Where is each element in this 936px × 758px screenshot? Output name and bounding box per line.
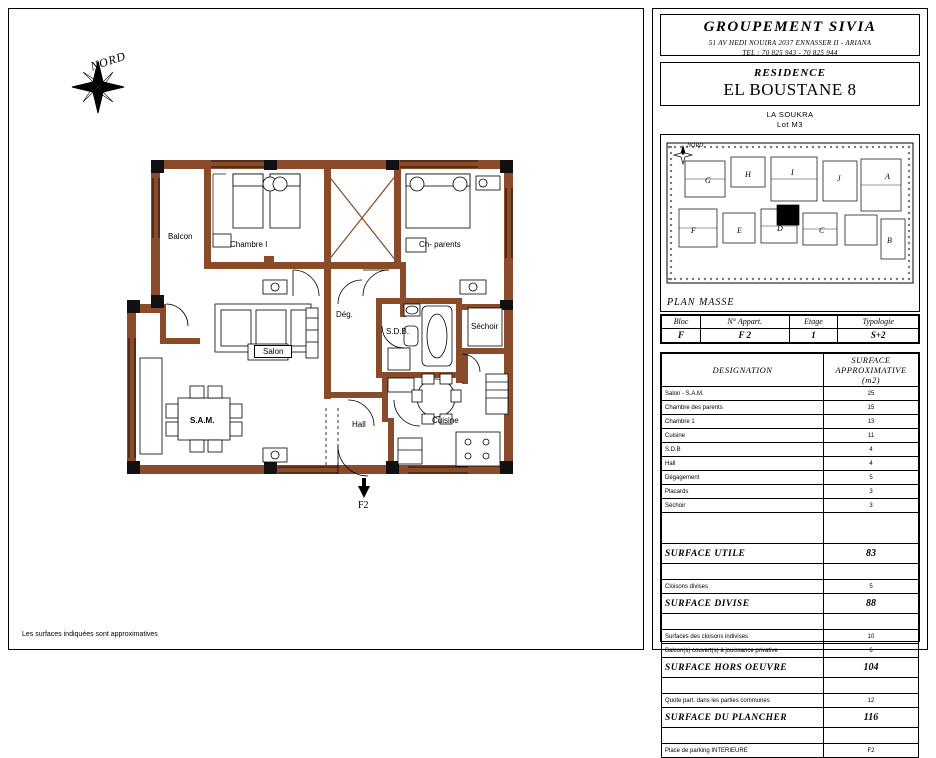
bloc-value-bloc: F	[662, 328, 701, 342]
plan-masse-label: PLAN MASSE	[667, 297, 735, 308]
designation-total-row	[662, 544, 919, 564]
designation-spacer	[662, 728, 919, 744]
entrance-arrow-icon	[356, 478, 372, 498]
bloc-header-bloc: Bloc	[662, 316, 701, 329]
designation-row-label: Chambre 1	[662, 415, 824, 429]
designation-header-label: DESIGNATION	[662, 354, 824, 387]
designation-row	[662, 471, 919, 485]
svg-text:H: H	[745, 170, 751, 179]
designation-row	[662, 443, 919, 457]
location-block	[660, 110, 920, 134]
svg-text:I: I	[791, 168, 794, 177]
floor-plan	[8, 8, 644, 650]
plan-masse-block	[660, 134, 920, 312]
residence-name: EL BOUSTANE 8	[723, 80, 857, 99]
room-label-sdb: S.D.B.	[386, 327, 410, 336]
designation-total-row	[662, 694, 919, 708]
bloc-value-typologie: S+2	[838, 328, 919, 342]
designation-row-label: Hall	[662, 457, 824, 471]
residence-label: RESIDENCE	[754, 67, 826, 79]
designation-row	[662, 485, 919, 499]
designation-row	[662, 429, 919, 443]
bloc-table	[660, 314, 920, 344]
designation-total-label: Cloisons divises	[662, 580, 824, 594]
designation-table	[660, 352, 920, 754]
svg-text:C: C	[819, 226, 825, 235]
svg-text:J: J	[837, 174, 841, 183]
svg-text:G: G	[705, 176, 711, 185]
bloc-table-value-row	[662, 328, 919, 342]
bloc-header-typologie: Typologie	[838, 316, 919, 329]
designation-total-row	[662, 708, 919, 728]
plan-masse-north-label: NORD	[687, 143, 704, 149]
company-address: 51 AV HEDI NOUIRA 2037 ENNASSER II - ARIANA	[708, 39, 872, 47]
designation-total-row	[662, 658, 919, 678]
plan-drawing	[8, 8, 644, 650]
designation-total-label: Balcon(s) couvert(s) à jouissance privative	[662, 644, 824, 658]
designation-header-surface: SURFACE APPROXIMATIVE (m2)	[824, 354, 919, 387]
designation-row	[662, 499, 919, 513]
designation-row-label: S.D.B	[662, 443, 824, 457]
designation-row-value: 13	[824, 415, 919, 429]
designation-total-label: Place de parking INTERIEURE	[662, 744, 824, 758]
designation-row-label: Dégagement	[662, 471, 824, 485]
designation-total-value: 6	[824, 644, 919, 658]
designation-spacer	[662, 528, 919, 544]
designation-row	[662, 387, 919, 401]
bloc-header-appart: N° Appart.	[700, 316, 789, 329]
svg-text:D: D	[777, 224, 783, 233]
residence-block	[660, 62, 920, 106]
company-telephone: TEL : 70 825 943 - 70 825 944	[742, 49, 838, 57]
room-label-ch-parents: Ch- parents	[419, 240, 461, 249]
designation-total-value: 10	[824, 630, 919, 644]
designation-row-label: Chambre des parents	[662, 401, 824, 415]
designation-total-label: SURFACE DIVISE	[662, 594, 824, 614]
designation-total-row	[662, 630, 919, 644]
designation-total-label: SURFACE HORS OEUVRE	[662, 658, 824, 678]
location-lot: Lot M3	[777, 120, 803, 129]
room-label-balcon: Balcon	[168, 232, 193, 241]
designation-row-value: 11	[824, 429, 919, 443]
designation-total-row	[662, 594, 919, 614]
company-block	[660, 14, 920, 56]
company-name: GROUPEMENT SIVIA	[703, 19, 877, 35]
designation-row-value: 15	[824, 401, 919, 415]
designation-total-label: SURFACE UTILE	[662, 544, 824, 564]
room-label-hall: Hall	[352, 420, 366, 429]
svg-text:B: B	[887, 236, 892, 245]
designation-total-row	[662, 580, 919, 594]
bloc-header-etage: Etage	[789, 316, 838, 329]
svg-text:E: E	[737, 226, 742, 235]
designation-row-label: Salon - S.A.M.	[662, 387, 824, 401]
designation-total-label: Surfaces des cloisons indivises	[662, 630, 824, 644]
room-label-sechoir: Séchoir	[471, 322, 499, 331]
designation-total-value: F2	[824, 744, 919, 758]
designation-total-label: SURFACE DU PLANCHER	[662, 708, 824, 728]
bloc-table-header-row	[662, 316, 919, 329]
designation-row	[662, 401, 919, 415]
bloc-value-appart: F 2	[700, 328, 789, 342]
designation-total-row	[662, 644, 919, 658]
designation-row-value: 25	[824, 387, 919, 401]
bloc-value-etage: 1	[789, 328, 838, 342]
designation-row-value: 4	[824, 457, 919, 471]
svg-text:A: A	[885, 172, 890, 181]
designation-spacer	[662, 678, 919, 694]
designation-total-label: Quote part. dans les parties communes	[662, 694, 824, 708]
room-label-chambre-1: Chambre I	[230, 240, 268, 249]
designation-total-value: 104	[824, 658, 919, 678]
north-label: NORD	[88, 48, 128, 74]
designation-spacer	[662, 564, 919, 580]
designation-row-value: 4	[824, 443, 919, 457]
designation-row	[662, 457, 919, 471]
room-label-degagement: Dég.	[336, 310, 353, 319]
location-city: LA SOUKRA	[766, 110, 814, 119]
plan-footnote: Les surfaces indiquées sont approximatives	[22, 631, 158, 638]
designation-row-label: Cuisine	[662, 429, 824, 443]
designation-total-value: 5	[824, 580, 919, 594]
designation-row	[662, 415, 919, 429]
designation-total-value: 116	[824, 708, 919, 728]
designation-total-row	[662, 744, 919, 758]
designation-spacer	[662, 614, 919, 630]
designation-row-value: 3	[824, 499, 919, 513]
svg-text:F: F	[691, 226, 696, 235]
designation-total-value: 12	[824, 694, 919, 708]
designation-total-value: 83	[824, 544, 919, 564]
designation-spacer	[662, 513, 919, 529]
designation-total-value: 88	[824, 594, 919, 614]
designation-row-value: 5	[824, 471, 919, 485]
designation-row-label: Placards	[662, 485, 824, 499]
room-label-sam: S.A.M.	[190, 416, 215, 425]
designation-row-label: Séchoir	[662, 499, 824, 513]
room-label-salon: Salon	[254, 345, 292, 358]
designation-row-value: 3	[824, 485, 919, 499]
room-label-cuisine: Cuisine	[432, 416, 459, 425]
designation-header-row	[662, 354, 919, 387]
plan-masse-drawing	[661, 135, 919, 289]
apartment-tag: F2	[358, 500, 369, 511]
